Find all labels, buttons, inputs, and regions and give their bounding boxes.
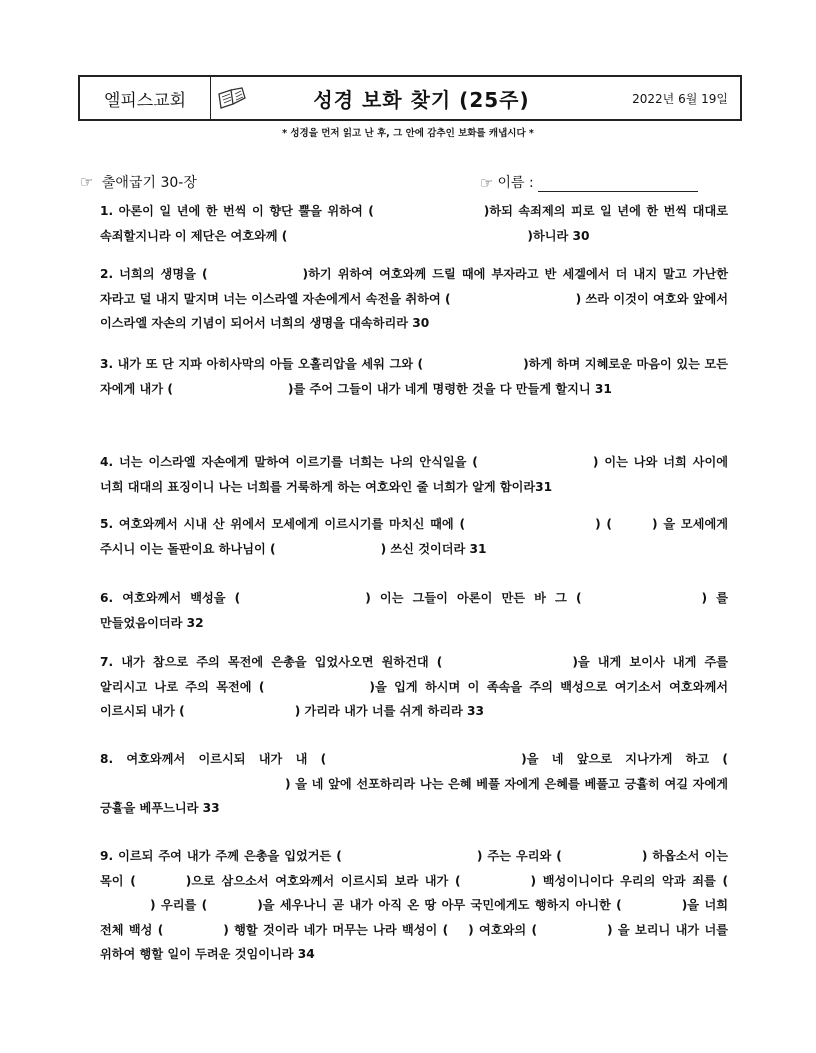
question-text: ) 주는 우리와 ( xyxy=(476,849,562,863)
worksheet-header xyxy=(78,75,742,121)
question-text: ) ( xyxy=(595,517,612,531)
instruction-text: * 성경을 먼저 읽고 난 후, 그 안에 감추인 보화를 캐냅시다 * xyxy=(282,128,534,139)
question-text: ) 하옵소서 이는 목이 ( xyxy=(100,849,728,888)
question-text: ) 백성이니이다 우리의 악과 죄를 ( xyxy=(530,873,729,888)
question-text: )하게 하며 지혜로운 마음이 있는 모든 자에게 내가 ( xyxy=(100,357,728,396)
question-text: )하기 위하여 여호와께 드릴 때에 부자라고 반 세겔에서 더 내지 말고 가난한 자라고 덜 내지 말지며 너는 이스라엘 자손에게서 속전을 취하여 ( xyxy=(100,267,728,306)
question-text: ) 쓰라 이것이 여호와 앞에서 이스라엘 자손의 기념이 되어서 너희의 생명을 대속하리라 30 xyxy=(100,291,729,331)
question-text: )으로 삼으소서 여호와께서 이르시되 보라 내가 ( xyxy=(185,873,461,888)
question-6 xyxy=(100,586,728,635)
question-text: )하되 속죄제의 피로 일 년에 한 번씩 대대로 속죄할지니라 이 제단은 여호와께 ( xyxy=(100,204,728,243)
question-text: )을 세우나니 곧 내가 아직 온 땅 아무 국민에게도 행하지 아니한 ( xyxy=(257,898,622,913)
name-field xyxy=(480,172,698,192)
question-text: ) 을 모세에게 주시니 이는 돌판이요 하나님이 ( xyxy=(100,517,729,556)
pointing-hand-icon: ☞ xyxy=(80,173,94,191)
question-text: 8. 여호와께서 이르시되 내가 내 ( xyxy=(100,752,327,766)
worksheet-title: 성경 보화 찾기 (25주) xyxy=(313,87,530,112)
question-text: ) 여호와의 ( xyxy=(468,922,538,937)
question-2 xyxy=(100,262,728,336)
question-7 xyxy=(100,650,728,724)
question-text: 2. 너희의 생명을 ( xyxy=(100,267,208,281)
question-text: )를 주어 그들이 내가 네게 명령한 것을 다 만들게 할지니 31 xyxy=(287,381,612,396)
question-text: )을 내게 보이사 내게 주를 알리시고 나로 주의 목전에 ( xyxy=(100,655,728,694)
question-9 xyxy=(100,844,728,967)
question-8 xyxy=(100,747,728,821)
question-text: 5. 여호와께서 시내 산 위에서 모세에게 이르시기를 마치신 때에 ( xyxy=(100,517,466,531)
question-text: ) 이는 나와 너희 사이에 너희 대대의 표징이니 나는 너희를 거룩하게 하는 여호와인 줄 너희가 알게 함이라31 xyxy=(100,455,728,494)
chapter-label xyxy=(80,172,197,192)
question-text: ) 우리를 ( xyxy=(150,898,208,913)
question-text: 4. 너는 이스라엘 자손에게 말하여 이르기를 너희는 나의 안식일을 ( xyxy=(100,455,478,469)
open-bible-icon xyxy=(211,77,255,119)
worksheet-date: 2022년 6월 19일 xyxy=(632,91,728,106)
question-text: )을 너희 전체 백성 ( xyxy=(100,898,728,937)
question-text: ) 이는 그들이 아론이 만든 바 그 ( xyxy=(365,591,582,605)
question-text: )을 네 앞으로 지나가게 하고 ( xyxy=(521,752,728,766)
question-3 xyxy=(100,352,728,401)
question-text: 6. 여호와께서 백성을 ( xyxy=(100,591,241,605)
question-text: 3. 내가 또 단 지파 아히사막의 아들 오홀리압을 세워 그와 ( xyxy=(100,357,424,371)
question-text: ) 가리라 내가 너를 쉬게 하리라 33 xyxy=(294,704,484,719)
chapter-text: 출애굽기 30-장 xyxy=(101,175,197,191)
question-text: ) 쓰신 것이더라 31 xyxy=(380,541,487,556)
question-text: ) 행할 것이라 네가 머무는 나라 백성이 ( xyxy=(223,922,449,937)
question-text: )을 입게 하시며 이 족속을 주의 백성으로 여기소서 여호와께서 이르시되 내가 ( xyxy=(100,679,729,719)
question-text: ) 을 보리니 내가 너를 위하여 행할 일이 두려운 것임이니라 34 xyxy=(100,922,728,962)
question-5 xyxy=(100,512,728,561)
question-4 xyxy=(100,450,728,499)
pointing-hand-icon: ☞ xyxy=(480,174,494,192)
question-text: 7. 내가 참으로 주의 목전에 은총을 입었사오면 원하건대 ( xyxy=(100,655,443,669)
question-text: 1. 아론이 일 년에 한 번씩 이 향단 뿔을 위하여 ( xyxy=(100,204,374,218)
name-label: 이름 : xyxy=(497,175,534,191)
question-text: ) 를 만들었음이더라 32 xyxy=(100,591,728,630)
question-1 xyxy=(100,199,728,248)
question-text: ) 을 네 앞에 선포하리라 나는 은혜 베풀 자에게 은혜를 베풀고 긍휼히 여길 자에게 긍휼을 베푸느니라 33 xyxy=(100,776,728,816)
question-text: )하니라 30 xyxy=(527,228,590,243)
church-name: 엘피스교회 xyxy=(80,77,211,119)
name-input-line[interactable] xyxy=(538,177,698,192)
question-text: 9. 이르되 주여 내가 주께 은총을 입었거든 ( xyxy=(100,849,342,863)
